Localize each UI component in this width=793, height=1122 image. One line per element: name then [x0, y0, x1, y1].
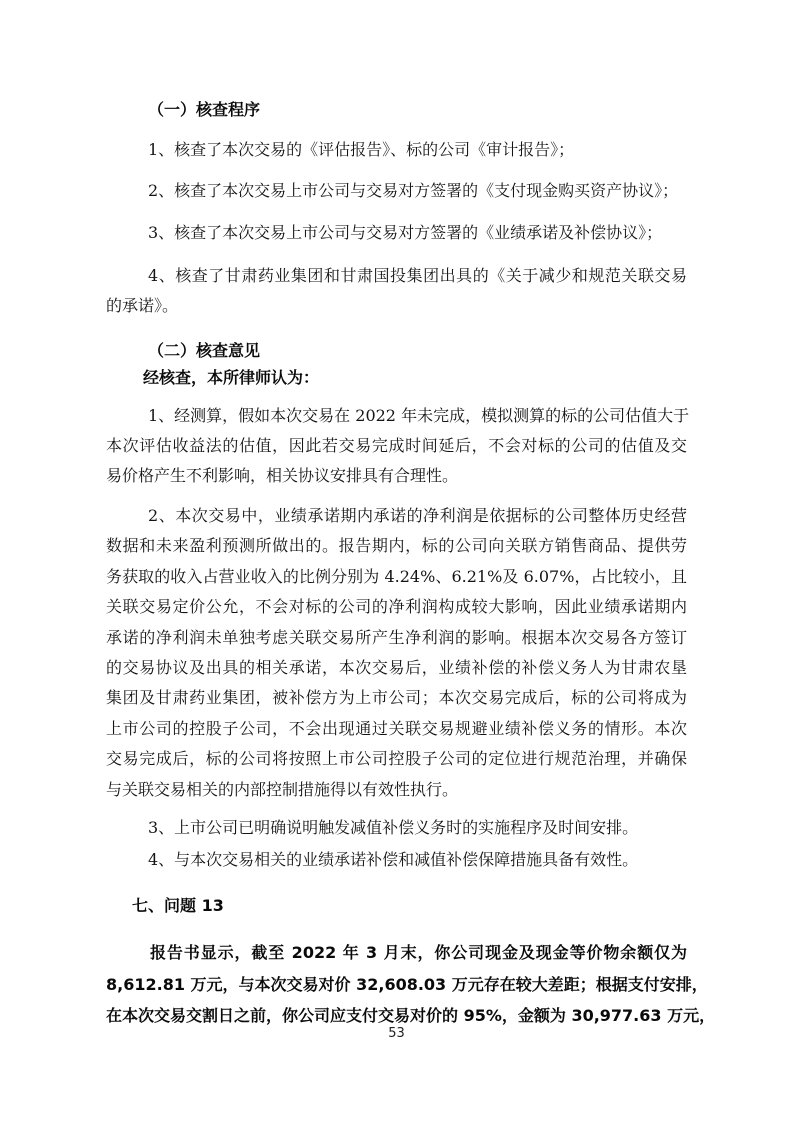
paragraph-1: [106, 401, 690, 491]
section-one-heading: （一）核查程序: [148, 100, 261, 119]
paragraph-line: 报告书显示，截至 2022 年 3 月末，你公司现金及现金等价物余额仅为: [150, 943, 687, 962]
section-seven-heading: 七、问题 13: [132, 896, 224, 915]
paragraph-line: 的交易协议及出具的相关承诺，本次交易后，业绩补偿的补偿义务人为甘肃农垦: [106, 657, 687, 677]
paragraph-line: 4、核查了甘肃药业集团和甘肃国投集团出具的《关于减少和规范关联交易: [148, 266, 687, 285]
paragraph-line: 与关联交易相关的内部控制措施得以有效性执行。: [106, 779, 459, 799]
paragraph-line: 集团及甘肃药业集团，被补偿方为上市公司；本次交易完成后，标的公司将成为: [106, 688, 687, 708]
list-item-wrapped: [106, 261, 687, 321]
list-item: 3、上市公司已明确说明触发减值补偿义务时的实施程序及时间安排。: [148, 818, 639, 837]
section-two-heading: （二）核查意见: [148, 341, 261, 360]
paragraph-line: 1、经测算，假如本次交易在 2022 年未完成，模拟测算的标的公司估值大于: [148, 406, 690, 425]
paragraph-line: 2、本次交易中，业绩承诺期内承诺的净利润是依据标的公司整体历史经营: [148, 506, 687, 525]
paragraph-line: 务获取的收入占营业收入的比例分别为 4.24%、6.21%及 6.07%，占比较小，且: [106, 566, 687, 586]
paragraph-line: 在本次交易交割日之前，你公司应支付交易对价的 95%，金额为 30,977.63 万元，: [106, 1006, 716, 1026]
list-item: 3、核查了本次交易上市公司与交易对方签署的《业绩承诺及补偿协议》；: [148, 223, 663, 242]
lead-sentence: 经核查，本所律师认为：: [143, 368, 320, 387]
paragraph-line: 上市公司的控股子公司，不会出现通过关联交易规避业绩补偿义务的情形。本次: [106, 718, 687, 738]
paragraph-2: [106, 501, 687, 805]
paragraph-line: 易价格产生不利影响，相关协议安排具有合理性。: [106, 466, 459, 485]
paragraph-line: 交易完成后，标的公司将按照上市公司控股子公司的定位进行规范治理，并确保: [106, 749, 687, 769]
paragraph-line: 8,612.81 万元，与本次交易对价 32,608.03 万元存在较大差距；根据支付安排，: [106, 974, 708, 994]
list-item: 4、与本次交易相关的业绩承诺补偿和减值补偿保障措施具备有效性。: [148, 850, 639, 869]
paragraph-line: 数据和未来盈利预测所做出的。报告期内，标的公司向关联方销售商品、提供劳: [106, 536, 687, 556]
page-number: 53: [388, 1026, 405, 1041]
paragraph-line: 关联交易定价公允，不会对标的公司的净利润构成较大影响，因此业绩承诺期内: [106, 597, 687, 617]
paragraph-line: 承诺的净利润未单独考虑关联交易所产生净利润的影响。根据本次交易各方签订: [106, 627, 687, 647]
list-item: 2、核查了本次交易上市公司与交易对方签署的《支付现金购买资产协议》；: [148, 181, 679, 200]
paragraph-line: 的承诺》。: [106, 296, 179, 315]
quoted-inquiry-paragraph: [106, 937, 716, 1032]
paragraph-line: 本次评估收益法的估值，因此若交易完成时间延后，不会对标的公司的估值及交: [106, 436, 687, 455]
list-item: 1、核查了本次交易的《评估报告》、标的公司《审计报告》；: [148, 140, 575, 159]
